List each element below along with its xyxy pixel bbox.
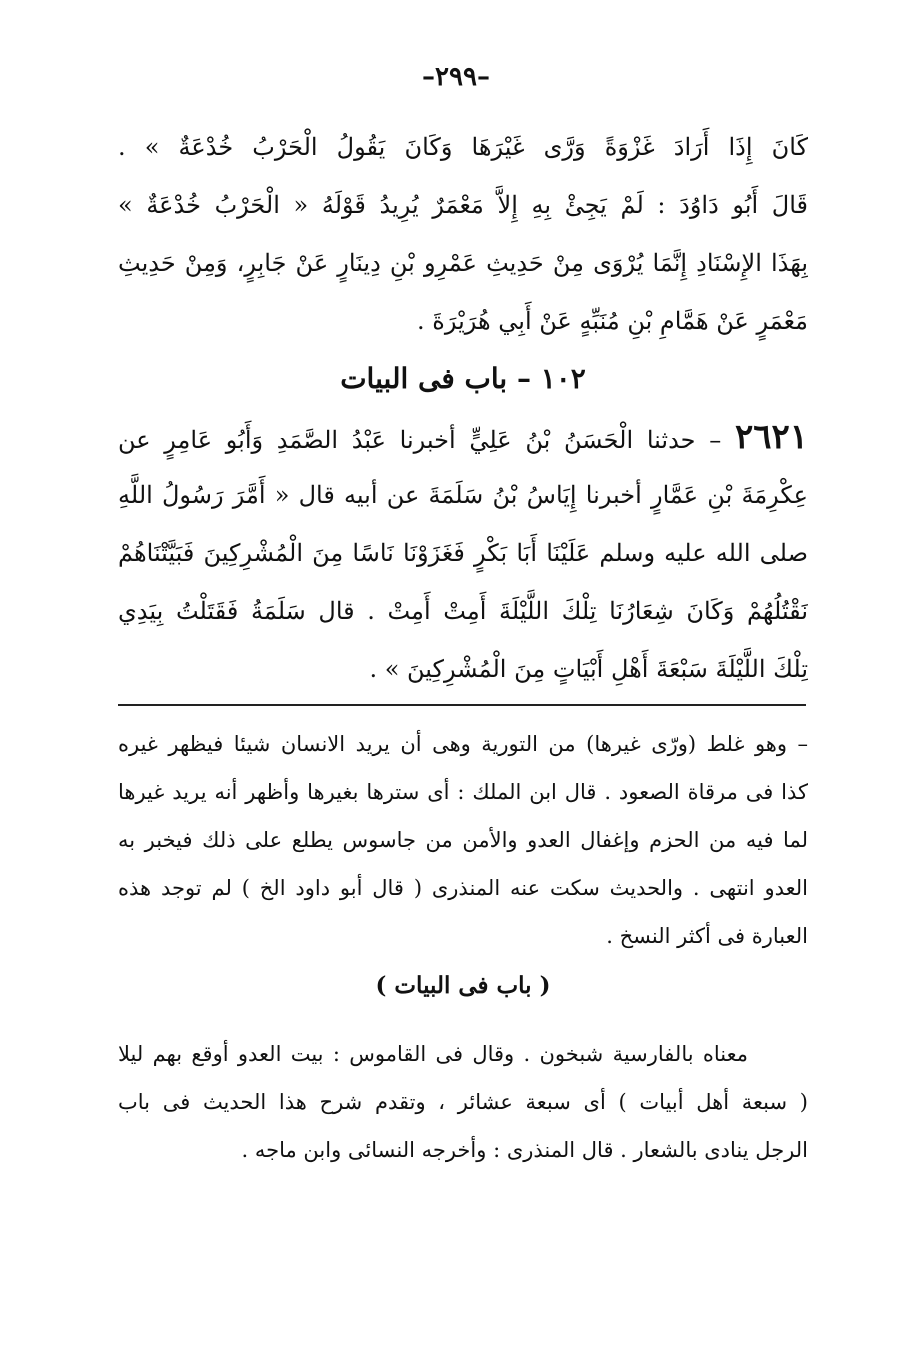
commentary-line: لما فيه من الحزم وإغفال العدو والأمن من جاسوس يطلع على ذلك فيخبر به [118,828,808,852]
hadith-first-line-text: – حدثنا الْحَسَنُ بْنُ عَلِيٍّ أخبرنا عَبْدُ الصَّمَدِ وَأَبُو عَامِرٍ عن [118,426,735,454]
commentary-line: الرجل ينادى بالشعار . قال المنذرى : وأخرجه النسائى وابن ماجه . [241,1138,808,1162]
commentary-line: ( سبعة أهل أبيات ) أى سبعة عشائر ، وتقدم شرح هذا الحديث فى باب [118,1090,808,1114]
hadith-line: صلى الله عليه وسلم عَلَيْنَا أَبَا بَكْرٍ فَغَزَوْنَا نَاسًا مِنَ الْمُشْرِكِينَ فَبَيَّتْنَاهُمْ [118,539,808,567]
main-line: بِهَذَا الإِسْنَادِ إِنَّمَا يُرْوَى مِنْ حَدِيثِ عَمْرِو بْنِ دِينَارٍ عَنْ جَابِرٍ، وَمِنْ حَدِيثِ [118,249,808,277]
commentary-line: كذا فى مرقاة الصعود . قال ابن الملك : أى سترها بغيرها وأظهر أنه يريد غيرها [118,780,808,804]
commentary-line: العبارة فى أكثر النسخ . [606,924,808,948]
commentary-line: العدو انتهى . والحديث سكت عنه المنذرى ( قال أبو داود الخ ) لم توجد هذه [118,876,808,900]
commentary-line: معناه بالفارسية شبخون . وقال فى القاموس : بيت العدو أوقع بهم ليلا [118,1042,748,1066]
main-line: مَعْمَرٍ عَنْ هَمَّامِ بْنِ مُنَبِّهٍ عَنْ أَبِي هُرَيْرَةَ . [417,307,808,335]
hadith-line: نَقْتُلُهُمْ وَكَانَ شِعَارُنَا تِلْكَ اللَّيْلَةَ أَمِتْ أَمِتْ . قال سَلَمَةُ فَقَتَلْتُ بِيَدِي [118,597,808,625]
page-number: –٢٩٩– [422,62,490,92]
hadith-line: تِلْكَ اللَّيْلَةَ سَبْعَةَ أَهْلِ أَبْيَاتٍ مِنَ الْمُشْرِكِينَ » . [369,655,808,683]
commentary-line: – وهو غلط (ورّى غيرها) من التورية وهى أن يريد الانسان شيئا فيظهر غيره [118,732,808,756]
chapter-title: ١٠٢ – باب فى البيات [340,362,586,395]
hadith-first-line [118,408,808,466]
main-text-block [118,118,808,698]
commentary-block [118,720,808,1174]
main-line: كَانَ إِذَا أَرَادَ غَزْوَةً وَرَّى غَيْرَهَا وَكَانَ يَقُولُ الْحَرْبُ خُدْعَةٌ » . [118,133,808,161]
main-line: قَالَ أَبُو دَاوُدَ : لَمْ يَجِئْ بِهِ إِلاَّ مَعْمَرٌ يُرِيدُ قَوْلَهُ « الْحَرْبُ خُدْعَةٌ » [118,191,808,219]
commentary-subtitle: ( باب فى البيات ) [375,972,551,999]
spacer [118,1012,808,1030]
hadith-number: ٢٦٢١ [734,417,808,457]
hadith-line: عِكْرِمَةَ بْنِ عَمَّارٍ أخبرنا إِيَاسُ بْنُ سَلَمَةَ عن أبيه قال « أَمَّرَ رَسُولُ اللَّهِ [118,481,808,509]
footnote-divider [118,704,806,706]
